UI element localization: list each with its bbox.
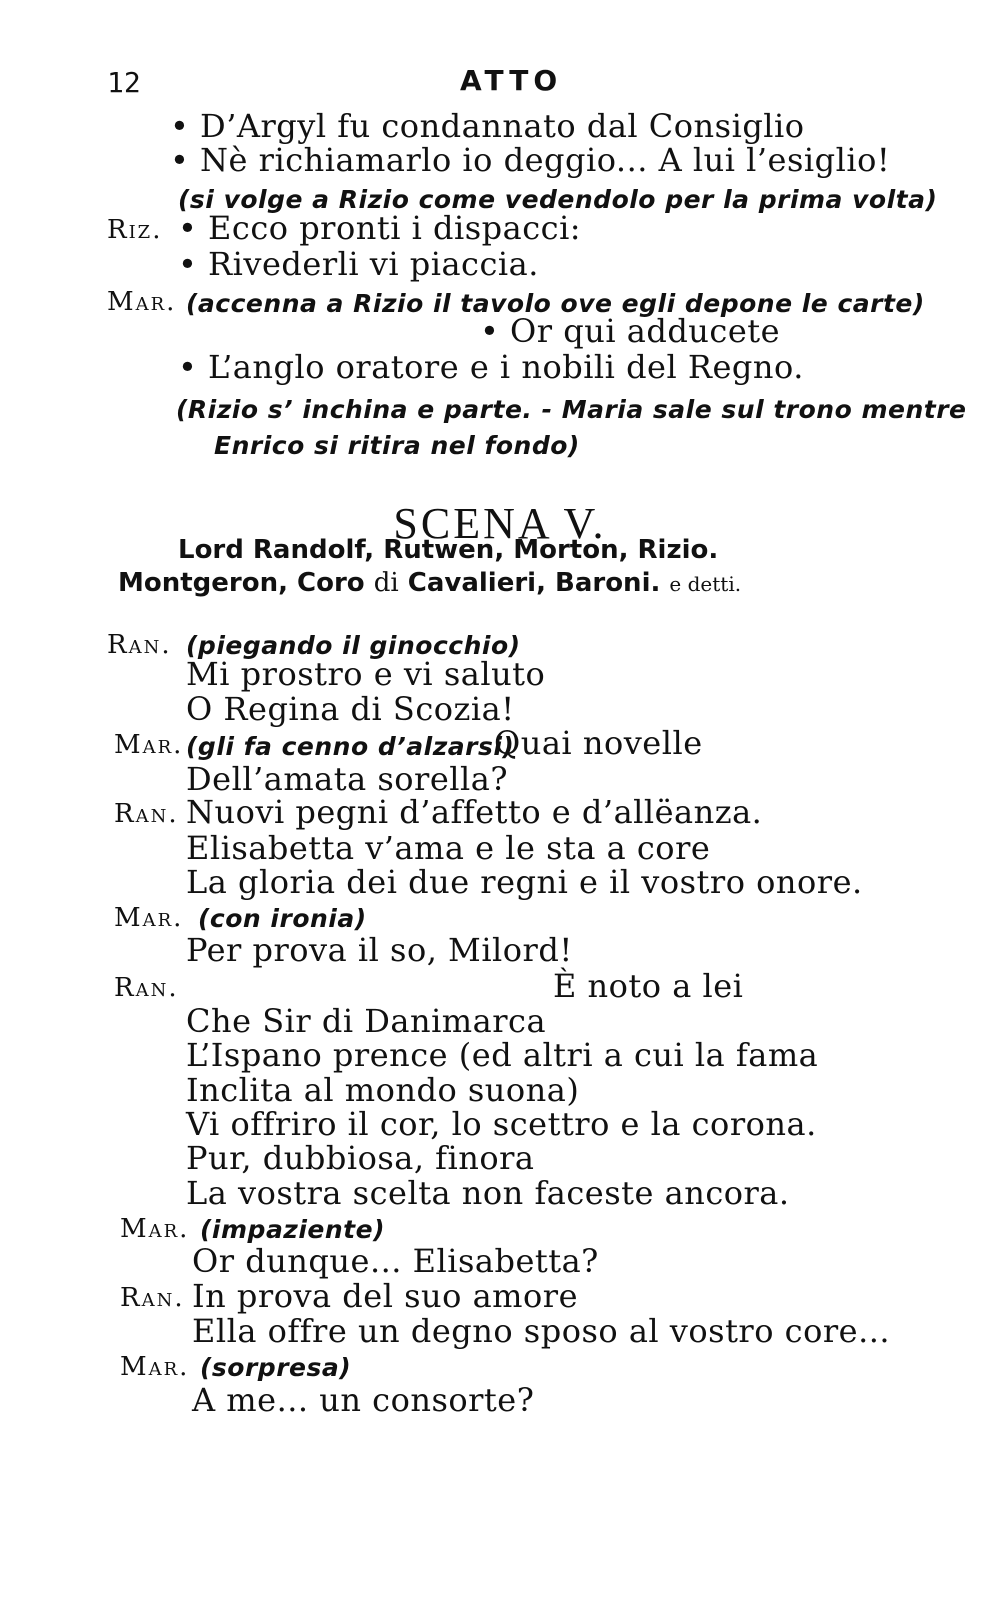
- verse-line: Vi offriro il cor, lo scettro e la corona.: [186, 1105, 817, 1143]
- verse-line: Elisabetta v’ama e le sta a core: [186, 829, 711, 867]
- speaker-label: Mar.: [114, 730, 184, 760]
- stage-direction: (accenna a Rizio il tavolo ove egli depone le carte): [186, 289, 925, 318]
- verse-line: La gloria dei due regni e il vostro onore.: [186, 863, 863, 901]
- stage-direction: (impaziente): [200, 1215, 386, 1244]
- cast-connector: e detti.: [669, 572, 742, 596]
- verse-line: Per prova il so, Milord!: [186, 931, 573, 969]
- stage-direction: (piegando il ginocchio): [186, 631, 521, 660]
- speaker-label: Mar.: [120, 1352, 190, 1382]
- stage-direction: (sorpresa): [200, 1353, 352, 1382]
- verse-line: • L’anglo oratore e i nobili del Regno.: [178, 348, 804, 386]
- verse-line: Pur, dubbiosa, finora: [186, 1139, 535, 1177]
- cast-list-continued: [118, 568, 741, 598]
- speaker-label: Riz.: [107, 215, 163, 245]
- speaker-label: Ran.: [120, 1283, 185, 1313]
- verse-line: • Rivederli vi piaccia.: [178, 245, 539, 283]
- verse-line: • D’Argyl fu condannato dal Consiglio: [170, 107, 805, 145]
- verse-line: • Ecco pronti i dispacci:: [178, 209, 582, 247]
- cast-connector: di: [373, 568, 399, 598]
- speaker-label: Mar.: [107, 287, 177, 317]
- cast-list: Lord Randolf, Rutwen, Morton, Rizio.: [178, 535, 719, 565]
- speaker-label: Mar.: [114, 903, 184, 933]
- cast-names: Montgeron, Coro: [118, 568, 365, 598]
- speaker-label: Mar.: [120, 1214, 190, 1244]
- verse-line: • Or qui adducete: [480, 312, 781, 350]
- verse-line: È noto a lei: [553, 967, 744, 1005]
- verse-line: Inclita al mondo suona): [186, 1071, 580, 1109]
- stage-direction: (con ironia): [198, 904, 367, 933]
- scene-title: SCENA V.: [393, 499, 607, 548]
- verse-line: O Regina di Scozia!: [186, 690, 515, 728]
- stage-direction: (Rizio s’ inchina e parte. - Maria sale sul trono mentre: [176, 395, 967, 424]
- verse-line: A me... un consorte?: [192, 1381, 535, 1419]
- verse-line: L’Ispano prence (ed altri a cui la fama: [186, 1036, 819, 1074]
- stage-direction: Enrico si ritira nel fondo): [214, 431, 580, 460]
- speaker-label: Ran.: [107, 630, 172, 660]
- speaker-label: Ran.: [114, 799, 179, 829]
- cast-names: Cavalieri, Baroni.: [407, 568, 661, 598]
- stage-direction: (gli fa cenno d’alzarsi): [186, 732, 515, 761]
- verse-line: • Nè richiamarlo io deggio... A lui l’esiglio!: [170, 141, 891, 179]
- verse-line: Che Sir di Danimarca: [186, 1002, 547, 1040]
- running-head: ATTO: [460, 64, 563, 97]
- verse-line: Mi prostro e vi saluto: [186, 655, 546, 693]
- verse-line: In prova del suo amore: [192, 1277, 579, 1315]
- page-number: 12: [107, 66, 141, 99]
- verse-line: La vostra scelta non faceste ancora.: [186, 1174, 790, 1212]
- verse-line: Nuovi pegni d’affetto e d’allëanza.: [186, 793, 763, 831]
- verse-line: Or dunque... Elisabetta?: [192, 1242, 599, 1280]
- verse-line: Ella offre un degno sposo al vostro core...: [192, 1312, 891, 1350]
- verse-line: Dell’amata sorella?: [186, 760, 508, 798]
- speaker-label: Ran.: [114, 973, 179, 1003]
- stage-direction: (si volge a Rizio come vedendolo per la prima volta): [178, 185, 938, 214]
- verse-line: Quai novelle: [494, 724, 703, 762]
